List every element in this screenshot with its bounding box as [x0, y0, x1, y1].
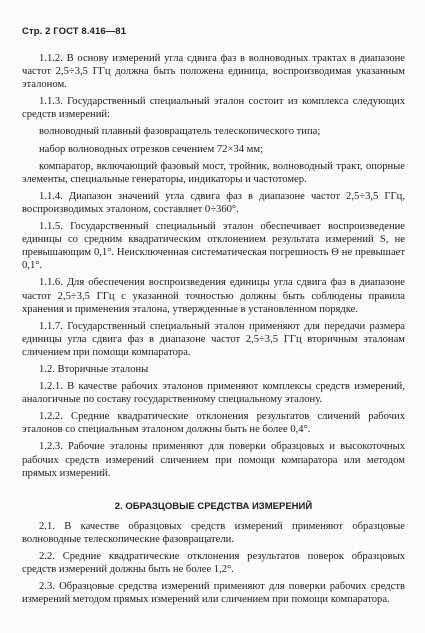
paragraph-1-1-6: 1.1.6. Для обеспечения воспроизведения единицы угла сдвига фаз в диапазоне частот 2,5÷3,5 ГГц с указанной точностью должны быть соблюдены правила хранения и применения эталона, утвержденные в установленном порядке. — [22, 277, 405, 315]
paragraph-2-1: 2.1. В качестве образцовых средств измерений применяют образцовые волноводные телескопические фазовращатели. — [22, 520, 405, 545]
paragraph-1-1-7: 1.1.7. Государственный специальный эталон применяют для передачи размера единицы угла сдвига фаз в диапазоне частот 2,5÷3,5 ГГц вторичным эталонам сличением при помощи компаратора. — [22, 320, 405, 358]
list-item-phase-shifter: волноводный плавный фазовращатель телескопического типа; — [39, 126, 321, 138]
paragraph-1-1-2: 1.1.2. В основу измерений угла сдвига фаз в волноводных трактах в диапазоне частот 2,5÷3,5 ГГц должна быть положена единица, воспроизводимая указанным эталоном. — [22, 53, 405, 91]
paragraph-1-1-3: 1.1.3. Государственный специальный эталон состоит из комплекса следующих средств измерений: — [22, 96, 405, 121]
paragraph-1-2-3: 1.2.3. Рабочие эталоны применяют для поверки образцовых и высокоточных рабочих средств измерений сличением при помощи компаратора или методом прямых измерений. — [22, 441, 405, 479]
document-body — [22, 52, 405, 610]
paragraph-1-1-5: 1.1.5. Государственный специальный эталон обеспечивает воспроизведение единицы со средним квадратическим отклонением результата измерений S, не превышающим 0,1°. Неисключенная систематическая погрешность Θ не превышает 0,1°. — [22, 221, 405, 272]
list-item-comparator: компаратор, включающий фазовый мост, тройник, волноводный тракт, опорные элементы, специальные генераторы, индикаторы и частотомер. — [22, 160, 405, 185]
paragraph-1-2-1: 1.2.1. В качестве рабочих эталонов применяют комплексы средств измерений, аналогичные по составу государственному специальному эталону. — [22, 381, 405, 406]
paragraph-2-2: 2.2. Средние квадратические отклонения результатов поверок образцовых средств измерений должны быть не более 1,2°. — [22, 551, 405, 576]
section-2-heading: 2. ОБРАЗЦОВЫЕ СРЕДСТВА ИЗМЕРЕНИЙ — [114, 500, 313, 512]
section-heading-1-2: 1.2. Вторичные эталоны — [39, 363, 149, 375]
paragraph-1-2-2: 1.2.2. Средние квадратические отклонения результатов сличений рабочих эталонов со специальным эталоном должны быть не более 0,4°. — [22, 411, 405, 436]
paragraph-1-1-4: 1.1.4. Диапазон значений угла сдвига фаз в диапазоне частот 2,5÷3,5 ГГц, воспроизводимых эталоном, составляет 0÷360°. — [22, 190, 405, 215]
page-header: Стр. 2 ГОСТ 8.416—81 — [22, 26, 127, 37]
list-item-waveguide-set: набор волноводных отрезков сечением 72×34 мм; — [39, 143, 264, 155]
paragraph-2-3: 2.3. Образцовые средства измерений применяют для поверки рабочих средств измерений методом прямых измерений или сличением при помощи компаратора. — [22, 581, 405, 606]
